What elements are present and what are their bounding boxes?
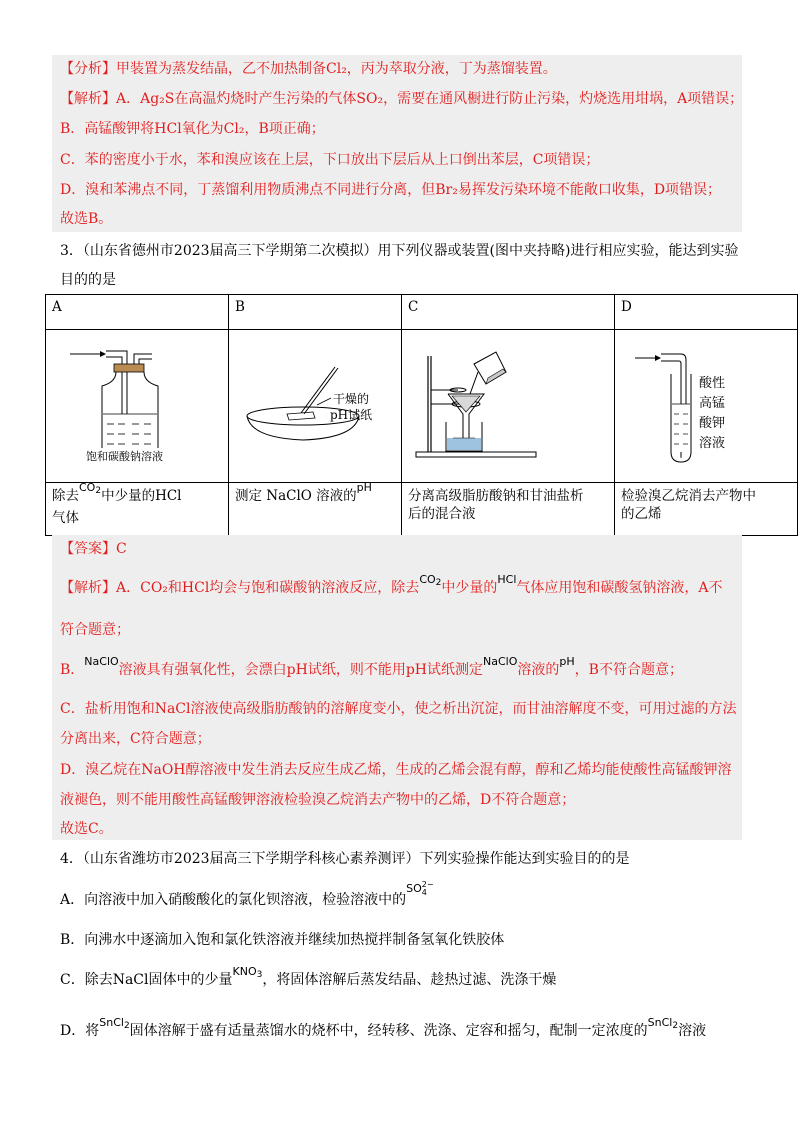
option-header: A: [46, 295, 229, 330]
explanation-line: B．$^{NaClO}$溶液具有强氧化性，会漂白pH试纸，则不能用pH试纸测定$^{NaClO}$溶液的$^{pH}$，B不符合题意；: [60, 655, 683, 678]
analysis-block: [52, 55, 742, 232]
question-stem: 4．（山东省潍坊市2023届高三下学期学科核心素养测评）下列实验操作能达到实验目的的是: [60, 851, 630, 867]
explanation-line: D．溴乙烷在NaOH醇溶液中发生消去反应生成乙烯，生成的乙烯会混有醇，醇和乙烯均能使酸性高锰酸钾溶: [60, 762, 732, 778]
options-table: [45, 294, 798, 536]
formula: CO2: [79, 481, 102, 496]
figure-label: 干燥的: [333, 392, 370, 406]
explanation-line: 【解析】A．Ag₂S在高温灼烧时产生污染的气体SO₂，需要在通风橱进行防止污染，灼烧选用坩埚，A项错误；: [60, 91, 744, 107]
question-stem: 目的的是: [60, 272, 116, 288]
option-caption-d: 检验溴乙烷消去产物中 的乙烯: [615, 483, 798, 536]
explanation-line: D．溴和苯沸点不同，丁蒸馏利用物质沸点不同进行分离，但Br₂易挥发污染环境不能敞口收集，D项错误；: [60, 182, 722, 198]
formula: pH: [356, 481, 372, 494]
option-header: D: [615, 295, 798, 330]
conclusion-line: 故选C。: [60, 821, 113, 837]
figure-label: pH试纸: [330, 408, 373, 422]
answer-line: 【答案】C: [60, 541, 127, 557]
conclusion-line: 故选B。: [60, 211, 113, 227]
filtration-apparatus-figure: [408, 334, 608, 474]
option-c: C．除去NaCl固体中的少量$^{KNO_3}$，将固体溶解后蒸发结晶、趁热过滤、洗涤干燥: [60, 965, 557, 988]
explanation-line: B．高锰酸钾将HCl氧化为Cl₂，B项正确；: [60, 121, 325, 137]
option-d: D．将$^{SnCl_2}$固体溶解于盛有适量蒸馏水的烧杯中，经转移、洗涤、定容和摇匀，配制一定浓度的$^{SnCl_2}$溶液: [60, 1016, 707, 1039]
figure-label: 高锰: [699, 396, 726, 411]
figure-cell-a: [46, 330, 229, 483]
option-caption-a: 除去$^{CO_2}$中少量的HCl 气体: [46, 483, 229, 536]
figure-label: 溶液: [699, 436, 726, 451]
figure-label: 酸性: [699, 376, 726, 391]
analysis-line: 【分析】甲装置为蒸发结晶，乙不加热制备Cl₂，丙为萃取分液，丁为蒸馏装置。: [60, 61, 557, 77]
ph-paper-dish-figure: [235, 334, 395, 474]
explanation-line: C．苯的密度小于水，苯和溴应该在上层，下口放出下层后从上口倒出苯层，C项错误；: [60, 152, 600, 168]
question-stem: 3．（山东省德州市2023届高三下学期第二次模拟）用下列仪器或装置(图中夹持略)进行相应实验，能达到实验: [60, 243, 739, 259]
explanation-line: 【解析】A．CO₂和HCl均会与饱和碳酸钠溶液反应，除去$^{CO_2}$中少量的$^{HCl}$气体应用饱和碳酸氢钠溶液，A不: [60, 573, 723, 596]
option-header: C: [402, 295, 615, 330]
figure-cell-d: [615, 330, 798, 483]
option-caption-b: 测定 NaClO 溶液的$^{pH}$: [229, 483, 402, 536]
explanation-line: C．盐析用饱和NaCl溶液使高级脂肪酸钠的溶解度变小，使之析出沉淀，而甘油溶解度不变，可用过滤的方法: [60, 701, 737, 717]
figure-cell-c: [402, 330, 615, 483]
option-a: A．向溶液中加入硝酸酸化的氯化钡溶液，检验溶液中的$^{SO2- 4}$: [60, 880, 434, 908]
explanation-line: 液褪色，则不能用酸性高锰酸钾溶液检验溴乙烷消去产物中的乙烯，D不符合题意；: [60, 792, 576, 808]
option-b: B．向沸水中逐滴加入饱和氯化铁溶液并继续加热搅拌制备氢氧化铁胶体: [60, 932, 505, 948]
option-caption-c: 分离高级脂肪酸钠和甘油盐析 后的混合液: [402, 483, 615, 536]
figure-label: 酸钾: [699, 416, 726, 431]
explanation-line: 分离出来，C符合题意；: [60, 731, 211, 747]
option-header: B: [229, 295, 402, 330]
explanation-line: 符合题意；: [60, 622, 130, 638]
figure-cell-b: [229, 330, 402, 483]
figure-label: 饱和碳酸钠溶液: [86, 450, 163, 463]
